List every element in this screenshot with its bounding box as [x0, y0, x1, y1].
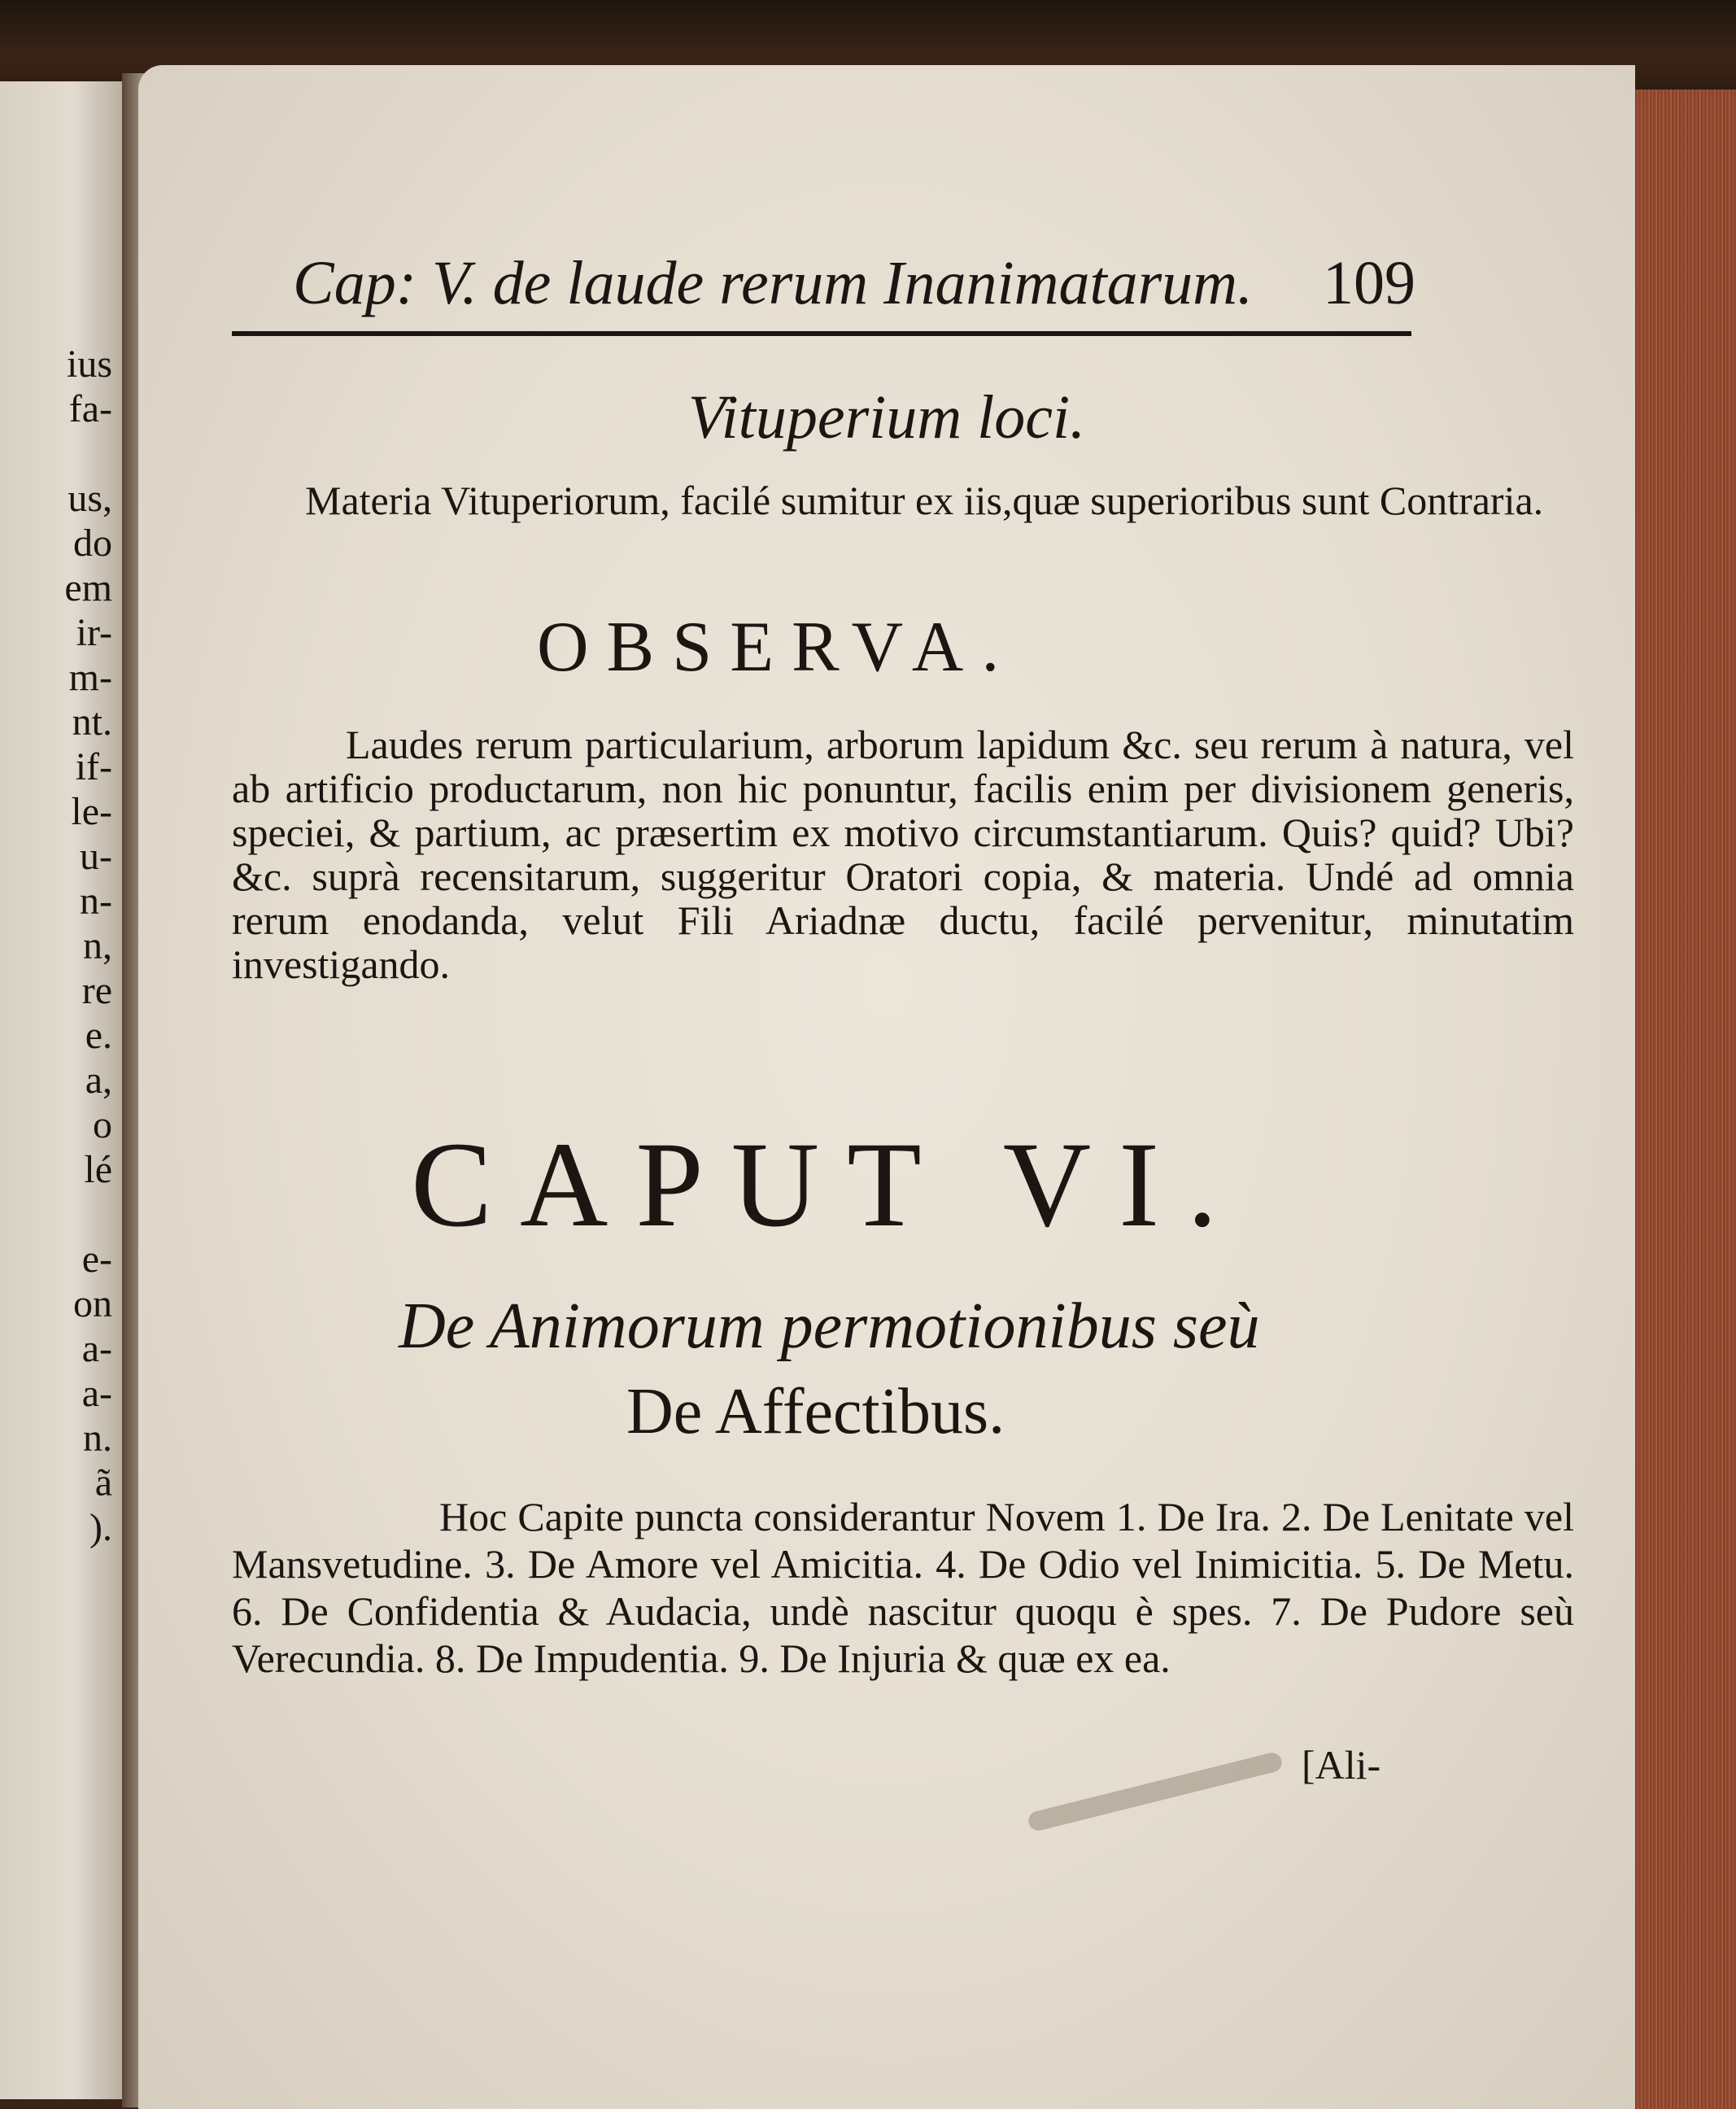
- chapter-paragraph: Hoc Capite puncta considerantur Novem 1. De Ira. 2. De Lenitate vel Mansvetudine. 3. De Amore vel Amicitia. 4. De Odio vel Inimicitia. 5. De Metu. 6. De Confidentia & Audacia, undè nascitur quoqu è spes. 7. De Pudore seù Verecundia. 8. De Impudentia. 9. De Injuria & quæ ex ea.: [232, 1494, 1574, 1681]
- observa-paragraph: Laudes rerum particularium, arborum lapidum &c. seu rerum à natura, vel ab artificio productarum, non hic ponuntur, facilis enim per divisionem generis, speciei, & partium, ac præsertim ex motivo circumstantiarum. Quis? quid? Ubi? &c. suprà recensitarum, suggeritur Oratori copia, & materia. Undé ad omnia rerum enodanda, velut Fili Ariadnæ ductu, facilé pervenitur, minutatim investigando.: [232, 722, 1574, 987]
- running-title: Cap: V. de laude rerum Inanimatarum.: [293, 249, 1254, 317]
- section-title: Vituperium loci.: [687, 383, 1086, 452]
- section-paragraph: Materia Vituperiorum, facilé sumitur ex iis,quæ superioribus sunt Contraria.: [305, 478, 1544, 523]
- book-page: [138, 65, 1635, 2109]
- catchword: [Ali-: [1302, 1742, 1381, 1788]
- header-rule: [232, 331, 1411, 336]
- chapter-heading: CAPUT VI.: [411, 1117, 1245, 1252]
- fore-edge: [1635, 90, 1736, 2109]
- page-number: 109: [1323, 249, 1415, 317]
- chapter-subtitle-2: De Affectibus.: [626, 1376, 1005, 1447]
- left-page-fragments: ius fa- us, do em ir- m- nt. if- le- u- n- n, re e. a, o lé e- on a- a- n. ã ).: [64, 343, 112, 1549]
- left-page-edge: [0, 81, 122, 2099]
- chapter-subtitle: De Animorum permotionibus seù: [399, 1290, 1260, 1362]
- paper-stain: [1027, 1751, 1284, 1833]
- running-header: [293, 248, 1415, 321]
- observa-heading: OBSERVA.: [537, 608, 1018, 687]
